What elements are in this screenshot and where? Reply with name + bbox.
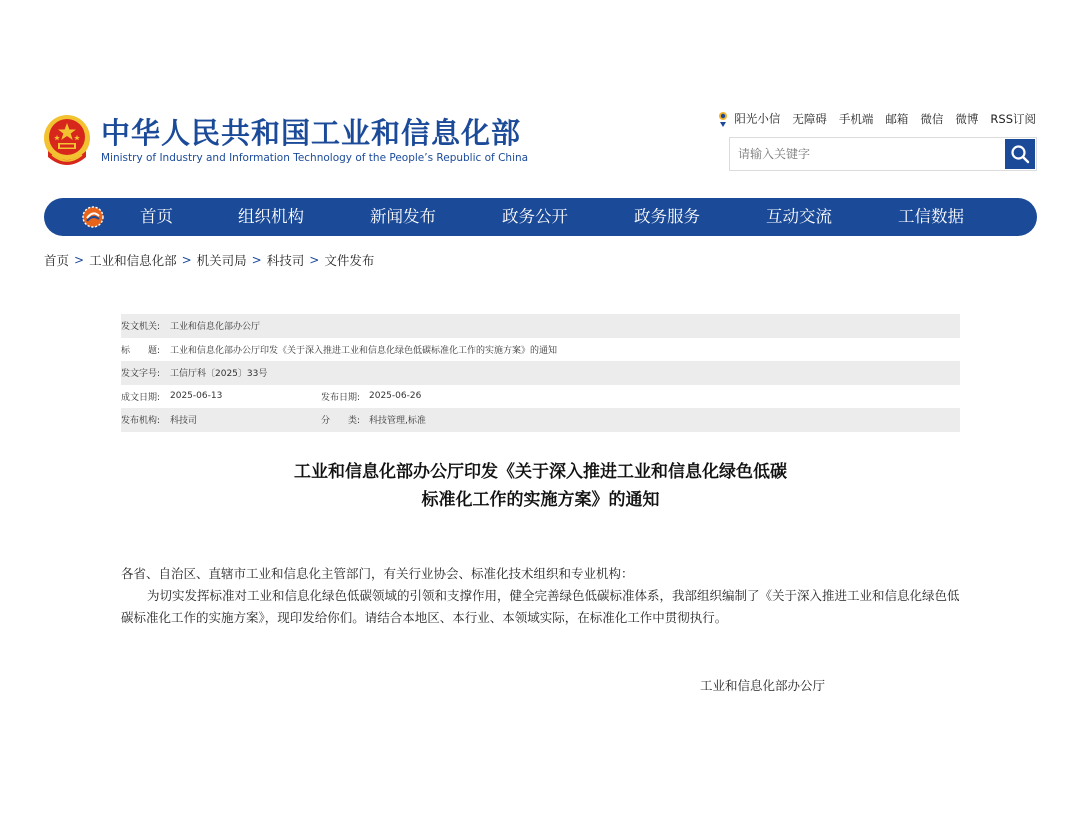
breadcrumb-separator: > [181,253,192,267]
breadcrumb-home[interactable]: 首页 [44,253,70,268]
top-link-rss[interactable]: RSS订阅 [990,112,1036,126]
meta-label-doc-no: 发文字号: [121,369,161,380]
document-meta-table [121,314,960,432]
breadcrumb-departments[interactable]: 机关司局 [196,253,247,268]
meta-label-written-date: 成文日期: [121,392,161,403]
article-title [121,458,960,514]
main-nav [44,198,1037,236]
nav-item-home[interactable]: 首页 [140,207,173,226]
top-link-label: 阳光小信 [734,111,781,126]
nav-item-gov-services[interactable]: 政务服务 [634,207,700,226]
breadcrumb-separator: > [251,253,262,267]
nav-item-organization[interactable]: 组织机构 [238,207,304,226]
meta-label-publish-date: 发布日期: [321,392,361,403]
meta-value-publisher: 科技司 [170,416,198,427]
search-icon [1010,144,1030,164]
meta-value-publish-date: 2025-06-26 [369,391,422,402]
breadcrumb-ministry[interactable]: 工业和信息化部 [89,253,177,268]
top-link-weibo[interactable]: 微博 [955,112,979,126]
article-signature: 工业和信息化部办公厅 [700,678,826,693]
article-salutation: 各省、自治区、直辖市工业和信息化主管部门，有关行业协会、标准化技术组织和专业机构： [121,566,634,581]
meta-row-issuer [121,314,960,338]
top-link-accessibility[interactable]: 无障碍 [792,112,827,126]
top-link-sunshine[interactable] [716,110,780,128]
site-logo[interactable] [42,113,528,167]
meta-value-doc-no: 工信厅科〔2025〕33号 [170,369,268,380]
nav-item-interaction[interactable]: 互动交流 [766,207,832,226]
meta-label-issuer: 发文机关: [121,322,161,333]
meta-label-publisher: 发布机构: [121,416,161,427]
breadcrumb-tech-dept[interactable]: 科技司 [266,253,305,268]
article-paragraph: 为切实发挥标准对工业和信息化绿色低碳领域的引领和支撑作用，健全完善绿色低碳标准体系，我部组织编制了《关于深入推进工业和信息化绿色低碳标准化工作的实施方案》，现印发给你们。请结合本地区、本行业、本领域实际，在标准化工作中贯彻执行。 [121,588,960,625]
top-link-mobile[interactable]: 手机端 [838,112,874,126]
article-title-line-2: 标准化工作的实施方案》的通知 [421,490,660,510]
miit-gear-icon [81,205,105,229]
meta-value-category: 科技管理,标准 [369,416,426,427]
national-emblem-icon [42,113,92,167]
meta-label-category: 分 类: [321,416,361,427]
breadcrumb-separator: > [309,253,320,267]
logo-title-cn: 中华人民共和国工业和信息化部 [101,115,522,150]
site-header [0,0,1080,195]
top-links [716,110,1036,128]
meta-value-issuer: 工业和信息化部办公厅 [170,322,261,333]
meta-value-written-date: 2025-06-13 [170,391,223,402]
breadcrumb-documents[interactable]: 文件发布 [324,253,375,268]
top-link-mail[interactable]: 邮箱 [885,112,909,126]
meta-row-publisher [121,408,960,432]
nav-item-data[interactable]: 工信数据 [898,207,964,226]
meta-row-doc-no [121,361,960,385]
search-input[interactable] [730,138,1007,170]
meta-label-title: 标 题: [121,345,161,356]
breadcrumb [44,251,374,269]
nav-item-gov-affairs[interactable]: 政务公开 [502,207,568,226]
search-box [729,137,1037,171]
search-button[interactable] [1005,139,1035,169]
top-link-wechat[interactable]: 微信 [920,112,944,126]
logo-title-en: Ministry of Industry and Information Technology of the People’s Republic of China [101,151,529,164]
article-body [121,563,960,629]
meta-row-title [121,338,960,362]
article-title-line-1: 工业和信息化部办公厅印发《关于深入推进工业和信息化绿色低碳 [294,462,787,482]
breadcrumb-separator: > [74,253,85,267]
meta-value-title: 工业和信息化部办公厅印发《关于深入推进工业和信息化绿色低碳标准化工作的实施方案》的通知 [170,345,558,356]
sunshine-icon [716,110,730,128]
meta-row-dates [121,385,960,409]
nav-item-news[interactable]: 新闻发布 [370,207,436,226]
